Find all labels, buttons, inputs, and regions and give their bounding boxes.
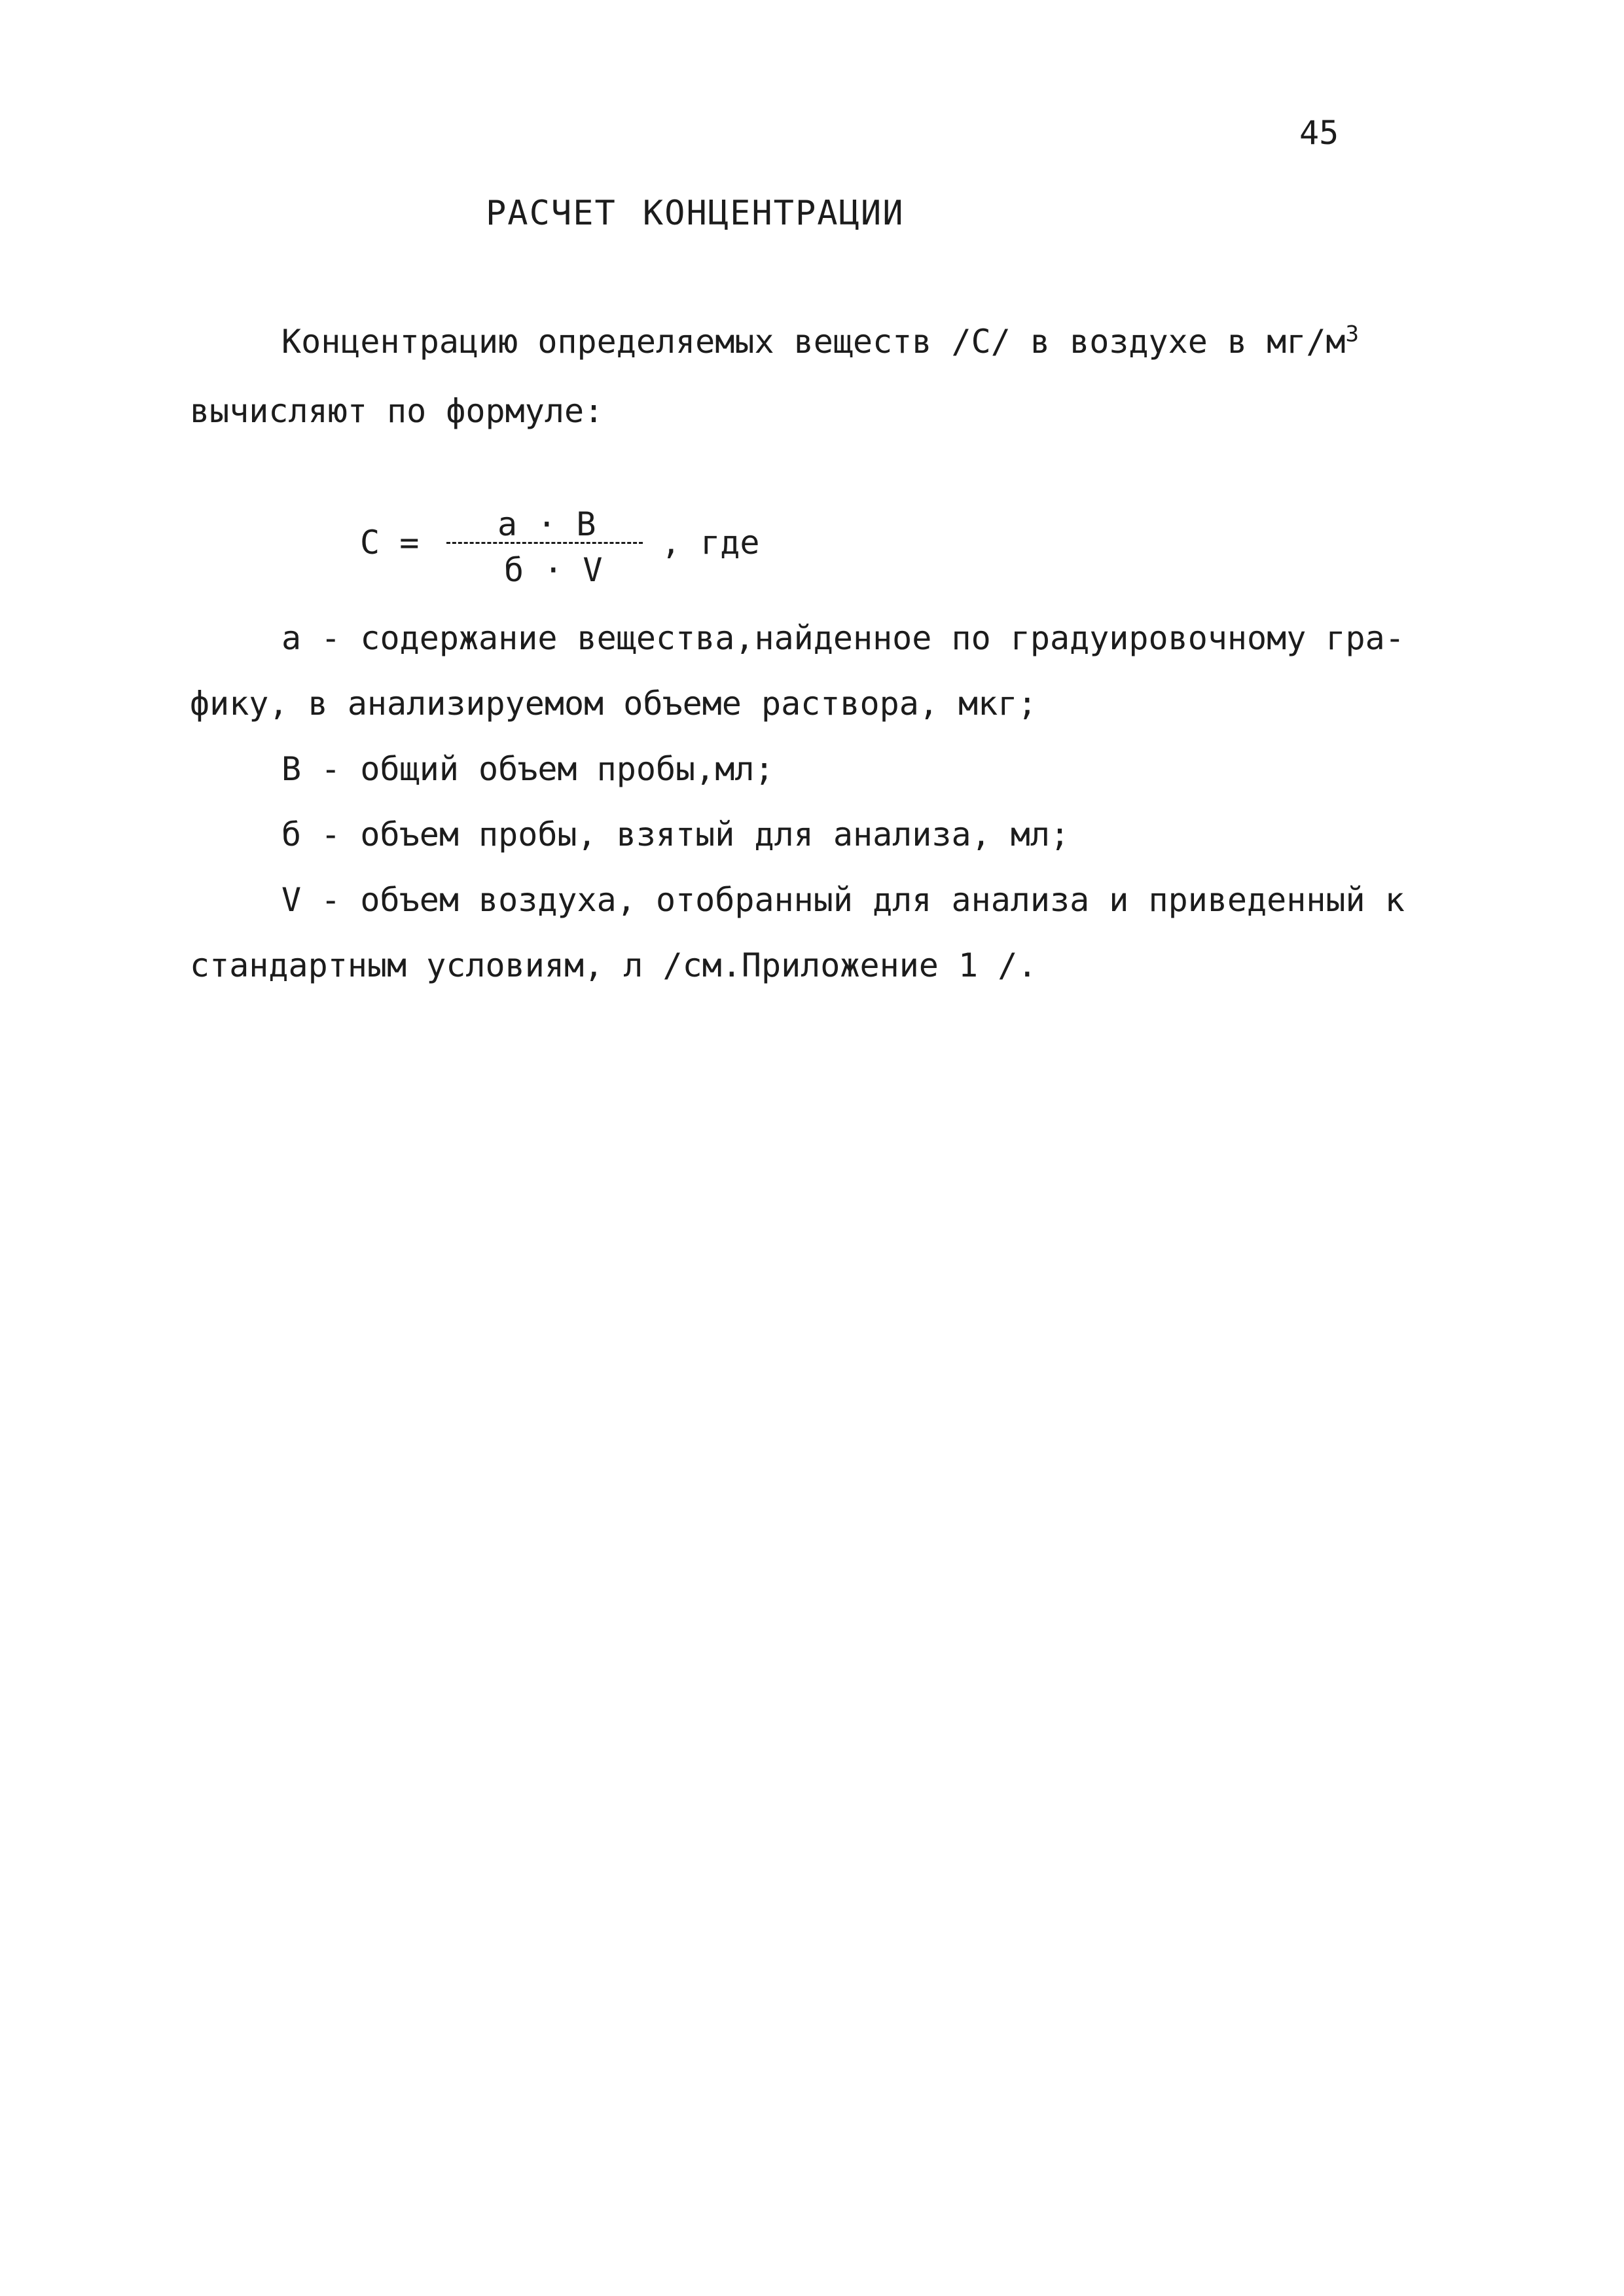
concentration-formula bbox=[360, 497, 857, 602]
page-title bbox=[486, 194, 905, 233]
unit-superscript: 3 bbox=[1345, 321, 1360, 348]
formula-denominator: б · V bbox=[504, 551, 603, 589]
formula-numerator: а · В bbox=[497, 505, 596, 543]
title-word-1: РАСЧЕТ bbox=[486, 194, 617, 233]
definition-a-line-1: а - содержание вещества,найденное по градуировочному гра- bbox=[281, 619, 1405, 657]
title-word-2: КОНЦЕНТРАЦИИ bbox=[642, 194, 905, 233]
definition-v-line-1: V - объем воздуха, отобранный для анализа и приведенный к bbox=[281, 881, 1405, 919]
page-number: 45 bbox=[1299, 114, 1339, 152]
intro-text: Концентрацию определяемых веществ /С/ в воздухе в мг/м bbox=[281, 323, 1346, 361]
formula-lhs: С = bbox=[360, 524, 420, 562]
definition-b: В - общий объем пробы,мл; bbox=[281, 750, 774, 788]
formula-tail: , где bbox=[661, 524, 760, 562]
intro-line-2: вычисляют по формуле: bbox=[190, 392, 604, 430]
definition-6: б - объем пробы, взятый для анализа, мл; bbox=[281, 816, 1070, 853]
intro-line-1 bbox=[281, 321, 1360, 361]
definition-a-line-2: фику, в анализируемом объеме раствора, мкг; bbox=[190, 685, 1038, 723]
definition-v-line-2: стандартным условиям, л /см.Приложение 1 /. bbox=[190, 946, 1038, 984]
fraction-line bbox=[446, 542, 643, 544]
